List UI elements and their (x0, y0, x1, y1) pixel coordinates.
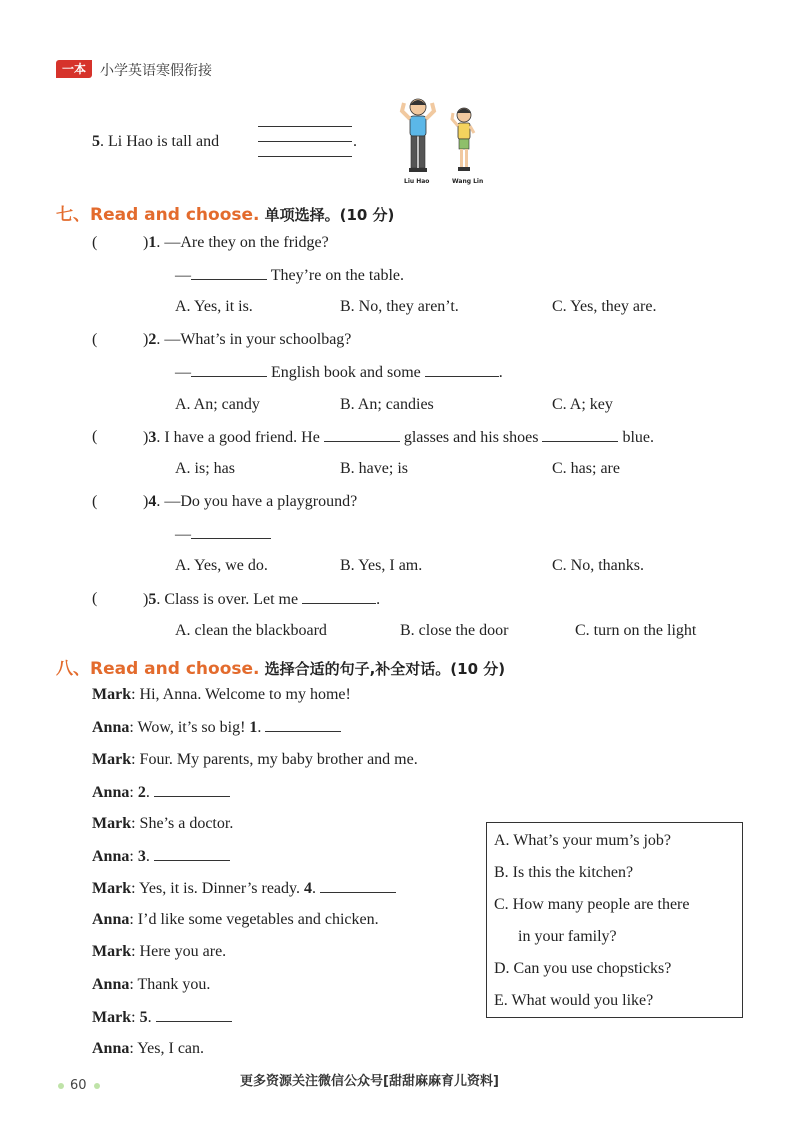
speaker: Mark (92, 686, 132, 703)
dialog-line-2 (92, 718, 341, 737)
dialog-text: : (131, 1009, 140, 1026)
section8-heading (56, 654, 505, 679)
dialog-text: : Yes, I can. (129, 1040, 205, 1057)
speaker: Mark (92, 943, 132, 960)
boys-illustration (396, 95, 486, 191)
dialog-text: : Yes, it is. Dinner’s ready. (131, 880, 304, 897)
s7-q5-option-b[interactable]: B. close the door (400, 622, 509, 639)
dialog-text: : Four. My parents, my baby brother and me. (131, 751, 418, 768)
dialog-line-8 (92, 911, 379, 929)
section7-title: Read and choose. (90, 205, 260, 225)
paren-close: ) (143, 234, 149, 251)
q-text-end: . (376, 591, 381, 608)
label-liu-hao: Liu Hao (404, 178, 430, 185)
q-text: . —Are they on the fridge? (156, 234, 329, 251)
s7-q4-option-b[interactable]: B. Yes, I am. (340, 557, 423, 574)
dialog-line-10 (92, 976, 210, 994)
dialog-line-6 (92, 847, 230, 866)
q-text: . Class is over. Let me (156, 591, 299, 608)
q-text-end: . (498, 364, 503, 381)
wang-lin-figure (452, 108, 474, 171)
blank-dot: . (257, 719, 262, 736)
dialog-line-7 (92, 879, 396, 898)
blank-num: 1 (249, 719, 258, 736)
q5-prev-blank-1[interactable] (258, 126, 352, 127)
dialog-line-4 (92, 783, 230, 802)
q5-prev-end: . (353, 133, 357, 150)
paren-open: ( (92, 234, 98, 251)
q-num: 5 (148, 591, 157, 608)
s7-q3-stem (143, 428, 654, 447)
dash: — (175, 526, 191, 543)
s7-q1-option-a[interactable]: A. Yes, it is. (175, 298, 253, 315)
dialog-text: : She’s a doctor. (131, 815, 234, 832)
answer-blank[interactable] (324, 428, 400, 442)
s7-q2-option-b[interactable]: B. An; candies (340, 396, 434, 413)
blank-dot: . (145, 784, 150, 801)
answer-options-box (486, 822, 743, 1018)
paren-open: ( (92, 331, 98, 348)
s7-q4-option-c[interactable]: C. No, thanks. (552, 557, 644, 574)
brand-logo: 一本 (56, 60, 92, 78)
s7-q4-option-a[interactable]: A. Yes, we do. (175, 557, 268, 574)
s7-q4-line2 (175, 525, 271, 544)
q-text: . I have a good friend. He (156, 429, 320, 446)
dialog-line-12 (92, 1040, 204, 1058)
speaker: Mark (92, 751, 132, 768)
q-text: . —What’s in your schoolbag? (156, 331, 352, 348)
paren-open: ( (92, 493, 98, 510)
s7-q5-paren[interactable] (92, 590, 97, 608)
section8-cn: 选择合适的句子,补全对话。(10 分) (264, 660, 506, 678)
blank-dot: . (145, 848, 150, 865)
blank-num: 4 (304, 880, 312, 897)
q-num: 3 (148, 429, 157, 446)
paren-close: ) (143, 331, 149, 348)
q-text: glasses and his shoes (403, 429, 539, 446)
dash: — (175, 364, 191, 381)
answer-blank[interactable] (191, 525, 271, 539)
speaker: Anna (92, 719, 130, 736)
dialog-line-3 (92, 751, 418, 769)
paren-open: ( (92, 428, 98, 445)
answer-option-d[interactable]: D. Can you use chopsticks? (494, 960, 672, 977)
section7-num: 七、 (56, 205, 90, 225)
paren-close: ) (143, 591, 149, 608)
speaker: Anna (92, 1040, 130, 1057)
answer-blank[interactable] (191, 266, 267, 280)
dialog-line-11 (92, 1008, 232, 1027)
speaker: Anna (92, 784, 130, 801)
answer-blank[interactable] (302, 590, 376, 604)
liu-hao-figure (402, 99, 434, 172)
s7-q2-paren[interactable] (92, 331, 97, 349)
paren-close: ) (143, 493, 149, 510)
dialog-blank-5[interactable] (156, 1008, 232, 1022)
label-wang-lin: Wang Lin (452, 178, 484, 185)
s7-q2-line2 (175, 363, 503, 382)
q5-prev (92, 133, 219, 151)
blank-dot: . (147, 1009, 152, 1026)
speaker: Mark (92, 880, 132, 897)
dialog-text: : I’d like some vegetables and chicken. (129, 911, 379, 928)
dialog-line-1 (92, 686, 351, 704)
dialog-text: : Hi, Anna. Welcome to my home! (131, 686, 351, 703)
blank-num: 5 (139, 1009, 148, 1026)
dialog-blank-3[interactable] (154, 847, 230, 861)
s7-q2-stem (143, 331, 351, 349)
blank-num: 2 (137, 784, 146, 801)
speaker: Anna (92, 911, 130, 928)
s7-q3-paren[interactable] (92, 428, 97, 446)
section8-num: 八、 (56, 659, 90, 679)
q-num: 2 (148, 331, 157, 348)
dialog-line-9 (92, 943, 226, 961)
section8-title: Read and choose. (90, 659, 260, 679)
blank-num: 3 (137, 848, 146, 865)
dash: — (175, 267, 191, 284)
q5-prev-num: 5 (92, 133, 100, 150)
s7-q3-option-b[interactable]: B. have; is (340, 460, 408, 477)
s7-q1-stem (143, 234, 329, 252)
q5-prev-blank-3[interactable] (258, 156, 352, 157)
blank-dot: . (312, 880, 316, 897)
page-number: 60 (70, 1078, 87, 1093)
q5-prev-blank-2[interactable] (258, 141, 352, 142)
answer-option-c-cont[interactable]: in your family? (518, 928, 617, 945)
q-text: They’re on the table. (270, 267, 404, 284)
dialog-line-5 (92, 815, 233, 833)
answer-option-c[interactable]: C. How many people are there (494, 896, 690, 913)
footer-dot-right (94, 1083, 100, 1089)
dialog-text: : Thank you. (129, 976, 211, 993)
s7-q4-paren[interactable] (92, 493, 97, 511)
section7-heading (56, 200, 394, 225)
answer-blank[interactable] (542, 428, 618, 442)
speaker: Anna (92, 976, 130, 993)
s7-q3-option-a[interactable]: A. is; has (175, 460, 235, 477)
footer-text: 更多资源关注微信公众号[甜甜麻麻育儿资料] (240, 1074, 499, 1089)
s7-q2-option-c[interactable]: C. A; key (552, 396, 613, 413)
q-text: blue. (622, 429, 655, 446)
dialog-blank-2[interactable] (154, 783, 230, 797)
answer-option-b[interactable]: B. Is this the kitchen? (494, 864, 634, 881)
answer-blank[interactable] (425, 363, 499, 377)
answer-option-e[interactable]: E. What would you like? (494, 992, 654, 1009)
dialog-blank-1[interactable] (265, 718, 341, 732)
s7-q4-stem (143, 493, 357, 511)
dialog-blank-4[interactable] (320, 879, 396, 893)
q-text: . —Do you have a playground? (156, 493, 358, 510)
q-num: 4 (148, 493, 157, 510)
q5-prev-text: . Li Hao is tall and (100, 133, 220, 150)
s7-q1-line2 (175, 266, 404, 285)
dialog-text: : Wow, it’s so big! (129, 719, 250, 736)
paren-open: ( (92, 590, 98, 607)
dialog-text: : (129, 784, 138, 801)
s7-q5-stem (143, 590, 380, 609)
s7-q1-paren[interactable] (92, 234, 97, 252)
footer-dot-left (58, 1083, 64, 1089)
s7-q1-option-b[interactable]: B. No, they aren’t. (340, 298, 459, 315)
paren-close: ) (143, 429, 149, 446)
answer-blank[interactable] (191, 363, 267, 377)
dialog-text: : (129, 848, 138, 865)
dialog-text: : Here you are. (131, 943, 227, 960)
speaker: Mark (92, 1009, 132, 1026)
s7-q5-option-c[interactable]: C. turn on the light (575, 622, 697, 639)
speaker: Mark (92, 815, 132, 832)
q-text: English book and some (271, 364, 421, 381)
answer-option-a[interactable]: A. What’s your mum’s job? (494, 832, 672, 849)
s7-q2-option-a[interactable]: A. An; candy (175, 396, 260, 413)
q-num: 1 (148, 234, 157, 251)
s7-q5-option-a[interactable]: A. clean the blackboard (175, 622, 327, 639)
section7-cn: 单项选择。(10 分) (264, 206, 395, 224)
speaker: Anna (92, 848, 130, 865)
s7-q3-option-c[interactable]: C. has; are (552, 460, 620, 477)
header-title: 小学英语寒假衔接 (100, 63, 212, 79)
s7-q1-option-c[interactable]: C. Yes, they are. (552, 298, 657, 315)
